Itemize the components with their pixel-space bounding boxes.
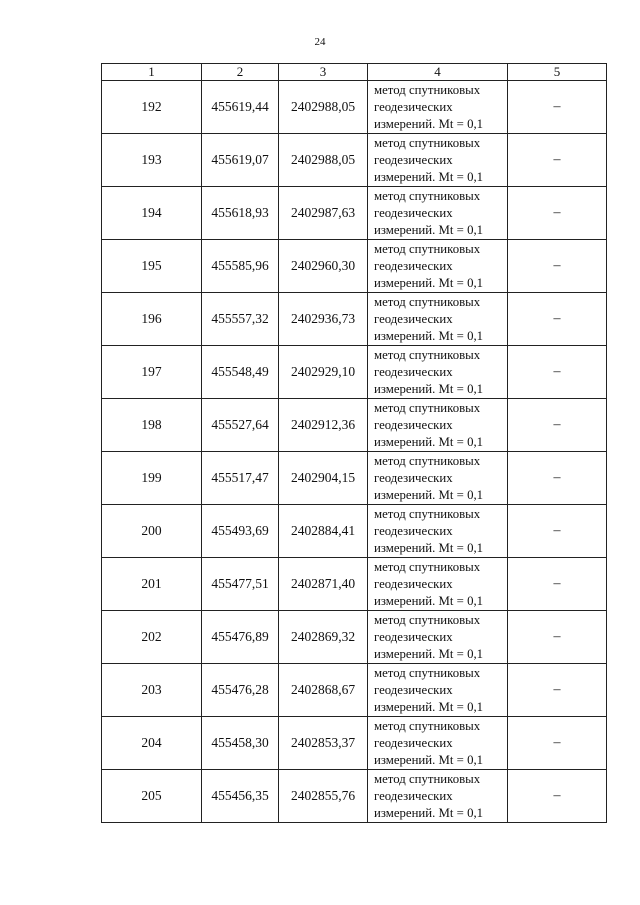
table-row bbox=[102, 187, 607, 240]
point-number-cell: 193 bbox=[102, 134, 202, 187]
point-number-cell: 197 bbox=[102, 346, 202, 399]
note-cell: – bbox=[508, 293, 607, 346]
x-coordinate-cell: 455517,47 bbox=[202, 452, 279, 505]
x-coordinate-cell: 455456,35 bbox=[202, 770, 279, 823]
x-coordinate-cell: 455548,49 bbox=[202, 346, 279, 399]
table-row bbox=[102, 505, 607, 558]
y-coordinate-cell: 2402929,10 bbox=[279, 346, 368, 399]
point-number-cell: 201 bbox=[102, 558, 202, 611]
note-cell: – bbox=[508, 505, 607, 558]
note-cell: – bbox=[508, 81, 607, 134]
x-coordinate-cell: 455476,28 bbox=[202, 664, 279, 717]
table-row bbox=[102, 240, 607, 293]
table-row bbox=[102, 81, 607, 134]
column-header-2: 2 bbox=[202, 64, 279, 81]
point-number-cell: 203 bbox=[102, 664, 202, 717]
method-cell: метод спутниковых геодезических измерений. Mt = 0,1 bbox=[368, 558, 508, 611]
y-coordinate-cell: 2402855,76 bbox=[279, 770, 368, 823]
method-cell: метод спутниковых геодезических измерений. Mt = 0,1 bbox=[368, 81, 508, 134]
method-cell: метод спутниковых геодезических измерений. Mt = 0,1 bbox=[368, 770, 508, 823]
x-coordinate-cell: 455493,69 bbox=[202, 505, 279, 558]
table-row bbox=[102, 399, 607, 452]
table-row bbox=[102, 346, 607, 399]
note-cell: – bbox=[508, 611, 607, 664]
note-cell: – bbox=[508, 134, 607, 187]
y-coordinate-cell: 2402884,41 bbox=[279, 505, 368, 558]
column-header-1: 1 bbox=[102, 64, 202, 81]
table-row bbox=[102, 664, 607, 717]
method-cell: метод спутниковых геодезических измерений. Mt = 0,1 bbox=[368, 293, 508, 346]
point-number-cell: 199 bbox=[102, 452, 202, 505]
x-coordinate-cell: 455476,89 bbox=[202, 611, 279, 664]
method-cell: метод спутниковых геодезических измерений. Mt = 0,1 bbox=[368, 134, 508, 187]
x-coordinate-cell: 455458,30 bbox=[202, 717, 279, 770]
method-cell: метод спутниковых геодезических измерений. Mt = 0,1 bbox=[368, 611, 508, 664]
point-number-cell: 192 bbox=[102, 81, 202, 134]
method-cell: метод спутниковых геодезических измерений. Mt = 0,1 bbox=[368, 505, 508, 558]
method-cell: метод спутниковых геодезических измерений. Mt = 0,1 bbox=[368, 717, 508, 770]
method-cell: метод спутниковых геодезических измерений. Mt = 0,1 bbox=[368, 240, 508, 293]
column-header-4: 4 bbox=[368, 64, 508, 81]
point-number-cell: 205 bbox=[102, 770, 202, 823]
x-coordinate-cell: 455585,96 bbox=[202, 240, 279, 293]
table-row bbox=[102, 293, 607, 346]
y-coordinate-cell: 2402936,73 bbox=[279, 293, 368, 346]
y-coordinate-cell: 2402871,40 bbox=[279, 558, 368, 611]
x-coordinate-cell: 455557,32 bbox=[202, 293, 279, 346]
method-cell: метод спутниковых геодезических измерений. Mt = 0,1 bbox=[368, 664, 508, 717]
note-cell: – bbox=[508, 346, 607, 399]
note-cell: – bbox=[508, 240, 607, 293]
note-cell: – bbox=[508, 399, 607, 452]
column-header-5: 5 bbox=[508, 64, 607, 81]
method-cell: метод спутниковых геодезических измерений. Mt = 0,1 bbox=[368, 346, 508, 399]
table-row bbox=[102, 134, 607, 187]
table-row bbox=[102, 717, 607, 770]
point-number-cell: 202 bbox=[102, 611, 202, 664]
y-coordinate-cell: 2402853,37 bbox=[279, 717, 368, 770]
point-number-cell: 204 bbox=[102, 717, 202, 770]
x-coordinate-cell: 455619,44 bbox=[202, 81, 279, 134]
y-coordinate-cell: 2402904,15 bbox=[279, 452, 368, 505]
x-coordinate-cell: 455477,51 bbox=[202, 558, 279, 611]
point-number-cell: 200 bbox=[102, 505, 202, 558]
note-cell: – bbox=[508, 664, 607, 717]
y-coordinate-cell: 2402987,63 bbox=[279, 187, 368, 240]
y-coordinate-cell: 2402988,05 bbox=[279, 134, 368, 187]
table-row bbox=[102, 558, 607, 611]
x-coordinate-cell: 455619,07 bbox=[202, 134, 279, 187]
page-number: 24 bbox=[314, 36, 326, 48]
y-coordinate-cell: 2402868,67 bbox=[279, 664, 368, 717]
column-header-3: 3 bbox=[279, 64, 368, 81]
table-row bbox=[102, 770, 607, 823]
coordinates-table bbox=[101, 63, 607, 823]
y-coordinate-cell: 2402960,30 bbox=[279, 240, 368, 293]
point-number-cell: 198 bbox=[102, 399, 202, 452]
method-cell: метод спутниковых геодезических измерений. Mt = 0,1 bbox=[368, 187, 508, 240]
note-cell: – bbox=[508, 452, 607, 505]
point-number-cell: 196 bbox=[102, 293, 202, 346]
y-coordinate-cell: 2402912,36 bbox=[279, 399, 368, 452]
x-coordinate-cell: 455618,93 bbox=[202, 187, 279, 240]
method-cell: метод спутниковых геодезических измерений. Mt = 0,1 bbox=[368, 399, 508, 452]
note-cell: – bbox=[508, 558, 607, 611]
table-body bbox=[102, 81, 607, 823]
note-cell: – bbox=[508, 717, 607, 770]
table-row bbox=[102, 611, 607, 664]
table-row bbox=[102, 452, 607, 505]
table-header bbox=[102, 64, 607, 81]
point-number-cell: 194 bbox=[102, 187, 202, 240]
method-cell: метод спутниковых геодезических измерений. Mt = 0,1 bbox=[368, 452, 508, 505]
x-coordinate-cell: 455527,64 bbox=[202, 399, 279, 452]
header-row bbox=[102, 64, 607, 81]
note-cell: – bbox=[508, 187, 607, 240]
y-coordinate-cell: 2402988,05 bbox=[279, 81, 368, 134]
y-coordinate-cell: 2402869,32 bbox=[279, 611, 368, 664]
point-number-cell: 195 bbox=[102, 240, 202, 293]
note-cell: – bbox=[508, 770, 607, 823]
